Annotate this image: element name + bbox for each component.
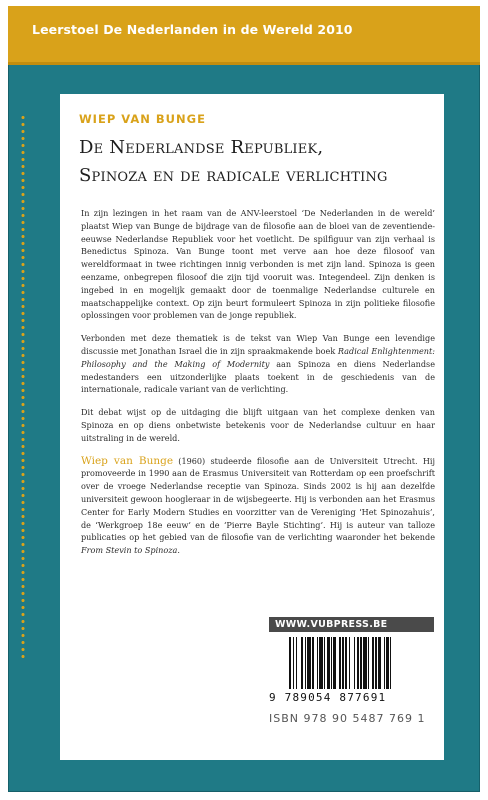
- barcode-bar: [375, 637, 376, 689]
- barcode-bar: [327, 637, 329, 689]
- barcode-bar: [354, 637, 355, 689]
- barcode-bar: [363, 637, 367, 689]
- publisher-website: WWW.VUBPRESS.BE: [269, 617, 434, 632]
- barcode-bar: [333, 637, 335, 689]
- barcode-bar: [342, 637, 344, 689]
- book-title: [79, 134, 439, 190]
- book-title-line-2: Spinoza en de radicale verlichting: [79, 165, 388, 186]
- book-title-line-1: De Nederlandse Republiek,: [79, 137, 324, 158]
- bio-author-name: Wiep van Bunge: [81, 454, 174, 467]
- blurb-paragraph-3: Dit debat wijst op de uitdaging die blijft uitgaan van het complexe denken van Spinoza en op diens onbetwiste betekenis voor de Nederlandse cultuur en haar uitstraling in de wereld.: [81, 407, 435, 443]
- barcode-bar: [317, 637, 318, 689]
- barcode-digits: 9 789054 877691: [269, 691, 387, 704]
- series-banner: [8, 6, 480, 65]
- bio-end: .: [177, 545, 180, 556]
- barcode-bar: [390, 637, 391, 689]
- paragraph-2-text: Verbonden met deze thematiek is de tekst van Wiep Van Bunge een levendige discussie met Jonathan Israel die in zijn spraakmakende boek: [81, 333, 435, 356]
- book-reference-israel: Radical Enlightenment: Philosophy and the Making of Modernity: [81, 345, 435, 369]
- barcode-bar: [307, 637, 311, 689]
- blurb-paragraph-2: [81, 332, 435, 396]
- barcode-bar: [372, 637, 374, 689]
- bio-book-title: From Stevin to Spinoza: [81, 545, 178, 556]
- barcode-bar: [368, 637, 369, 689]
- author-name: WIEP VAN BUNGE: [79, 112, 206, 126]
- barcode-bar: [324, 637, 325, 689]
- author-bio: [81, 455, 435, 557]
- barcode-bar: [289, 637, 291, 689]
- isbn-number: ISBN 978 90 5487 769 1: [269, 712, 426, 725]
- blurb-paragraph-1: In zijn lezingen in het raam van de ANV-leerstoel ‘De Nederlanden in de wereld’ plaatst Wiep van Bunge de bijdrage van de filosofie aan de bloei van de zeventiende-eeuwse Nederlandse Republiek voor het voetlicht. De spilfiguur van zijn verhaal is Benedictus Spinoza. Van Bunge toont met verve aan hoe deze filosoof van wereldformaat in twee richtingen innig verbonden is met zijn land. Spinoza is geen eenzame, onbegrepen filosoof die zijn tijd vooruit was. Integendeel. Zijn denken is ingebed in en mogelijk gemaakt door de toenmalige Nederlandse culturele en maatschappelijke context. Op zijn beurt formuleert Spinoza in zijn politieke filosofie oplossingen voor problemen van de jonge republiek.: [81, 208, 435, 321]
- paragraph-2-text-end: aan Spinoza en diens Nederlandse medestanders een uitzonderlijke plaats toekent in de geschiedenis van de internationale, radicale variant van de verlichting.: [81, 358, 435, 395]
- barcode-bar: [293, 637, 294, 689]
- barcode-bar: [378, 637, 382, 689]
- barcode-bars: [289, 637, 432, 689]
- bio-text: (1960) studeerde filosofie aan de Universiteit Utrecht. Hij promoveerde in 1990 aan de Erasmus Universiteit van Rotterdam op een proefschrift over de vroege Nederlandse receptie van Spinoza. Sinds 2002 is hij aan dezelfde universiteit gewoon hoogleraar in de wijsbegeerte. Hij is verbonden aan het Erasmus Center for Early Modern Studies en voorzitter van de Vereniging ‘Het Spinozahuis’, de ‘Werkgroep 18e eeuw’ en de ‘Pierre Bayle Stichting’. Hij is auteur van talloze publicaties op het gebied van de filosofie van de verlichting waaronder het bekende: [81, 455, 435, 543]
- barcode-bar: [296, 637, 297, 689]
- barcode-bar: [360, 637, 362, 689]
- decorative-dotted-line: [20, 114, 26, 659]
- barcode-bar: [349, 637, 350, 689]
- barcode-bar: [301, 637, 303, 689]
- barcode-bar: [312, 637, 314, 689]
- barcode: [269, 635, 434, 705]
- text-panel: [60, 94, 444, 760]
- barcode-bar: [339, 637, 340, 689]
- barcode-bar: [305, 637, 306, 689]
- barcode-bar: [345, 637, 346, 689]
- barcode-bar: [319, 637, 323, 689]
- barcode-bar: [386, 637, 388, 689]
- barcode-bar: [384, 637, 385, 689]
- blurb: [81, 207, 435, 567]
- book-back-cover: [8, 6, 480, 792]
- barcode-bar: [331, 637, 332, 689]
- series-title: Leerstoel De Nederlanden in de Wereld 2010: [32, 22, 353, 37]
- barcode-bar: [357, 637, 358, 689]
